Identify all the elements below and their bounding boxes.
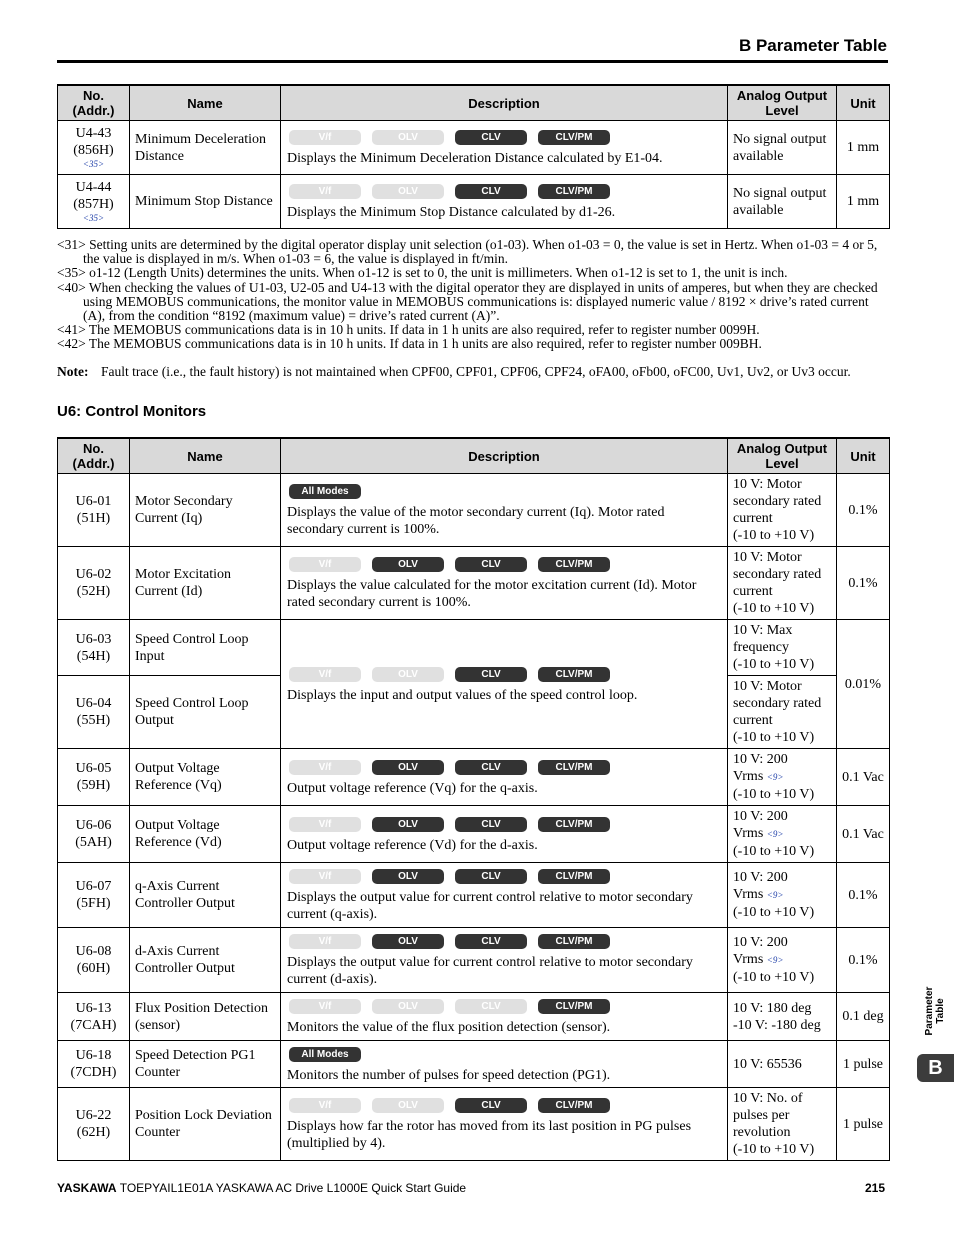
param-unit: 0.1 Vac [837, 806, 890, 863]
param-name: Output Voltage Reference (Vq) [130, 749, 281, 806]
col-header-unit: Unit [837, 438, 890, 474]
param-unit: 1 pulse [837, 1041, 890, 1088]
mode-badge-clv: CLV [455, 817, 527, 832]
param-level: 10 V: 200 Vrms <9> (-10 to +10 V) [728, 806, 837, 863]
table-row [58, 863, 890, 928]
table-row [58, 928, 890, 993]
footnote: <42> The MEMOBUS communications data is in 10 h units. If data in 1 h units are also required, refer to register number 009BH. [57, 336, 762, 352]
note-block [57, 363, 889, 380]
table-row [58, 620, 890, 676]
mode-badge-olv: OLV [372, 999, 444, 1014]
parameter-table-u6 [57, 437, 890, 1161]
mode-badge-clvpm: CLV/PM [538, 869, 610, 884]
page-number: 215 [864, 1181, 885, 1195]
param-description: V/f OLV CLV CLV/PM Output voltage reference (Vd) for the d-axis. [281, 806, 728, 863]
mode-badge-vf: V/f [289, 1098, 361, 1113]
param-no: U6-03 (54H) [58, 620, 130, 676]
param-unit: 0.1% [837, 474, 890, 547]
param-no: U6-08 (60H) [58, 928, 130, 993]
page-footer [57, 1181, 889, 1195]
ref-link[interactable]: <9> [766, 829, 784, 839]
col-header-no: No. (Addr.) [58, 85, 130, 121]
mode-badge-clvpm: CLV/PM [538, 760, 610, 775]
note-label: Note: [57, 364, 89, 379]
section-heading: U6: Control Monitors [57, 403, 207, 420]
mode-badge-clvpm: CLV/PM [538, 1098, 610, 1113]
mode-badge-vf: V/f [289, 760, 361, 775]
mode-badge-all: All Modes [289, 484, 361, 499]
mode-badge-olv: OLV [372, 869, 444, 884]
param-description: V/f OLV CLV CLV/PM Output voltage reference (Vq) for the q-axis. [281, 749, 728, 806]
mode-badge-vf: V/f [289, 999, 361, 1014]
param-name: Minimum Deceleration Distance [130, 121, 281, 175]
col-header-description: Description [281, 438, 728, 474]
param-unit: 0.1% [837, 863, 890, 928]
table-row [58, 1088, 890, 1161]
param-name: Speed Control Loop Input [130, 620, 281, 676]
mode-badge-clvpm: CLV/PM [538, 184, 610, 199]
param-description: All Modes Displays the value of the motor secondary current (Iq). Motor rated secondary current is 100%. [281, 474, 728, 547]
param-no: U6-18 (7CDH) [58, 1041, 130, 1088]
param-no: U6-07 (5FH) [58, 863, 130, 928]
param-name: Motor Secondary Current (Iq) [130, 474, 281, 547]
parameter-table-u4 [57, 84, 890, 229]
param-name: d-Axis Current Controller Output [130, 928, 281, 993]
col-header-description: Description [281, 85, 728, 121]
param-name: Motor Excitation Current (Id) [130, 547, 281, 620]
param-no: U4-43 (856H) <35> [58, 121, 130, 175]
param-unit: 0.01% [837, 620, 890, 749]
param-no: U6-13 (7CAH) [58, 993, 130, 1041]
mode-badge-clv: CLV [455, 869, 527, 884]
param-no: U6-02 (52H) [58, 547, 130, 620]
mode-badge-olv: OLV [372, 130, 444, 145]
mode-badge-vf: V/f [289, 817, 361, 832]
param-description: All Modes Monitors the number of pulses for speed detection (PG1). [281, 1041, 728, 1088]
table-row [58, 547, 890, 620]
param-no: U6-06 (5AH) [58, 806, 130, 863]
param-level: 10 V: 200 Vrms <9> (-10 to +10 V) [728, 928, 837, 993]
col-header-name: Name [130, 85, 281, 121]
param-unit: 0.1% [837, 547, 890, 620]
param-level: 10 V: 65536 [728, 1041, 837, 1088]
mode-badge-vf: V/f [289, 184, 361, 199]
col-header-unit: Unit [837, 85, 890, 121]
param-no: U4-44 (857H) <35> [58, 175, 130, 229]
mode-badge-vf: V/f [289, 934, 361, 949]
param-name: Speed Control Loop Output [130, 676, 281, 749]
page-header-title: B Parameter Table [738, 36, 887, 55]
footnote: <41> The MEMOBUS communications data is in 10 h units. If data in 1 h units are also required, refer to register number 0099H. [57, 322, 760, 338]
param-unit: 0.1 deg [837, 993, 890, 1041]
param-no: U6-05 (59H) [58, 749, 130, 806]
param-name: Speed Detection PG1 Counter [130, 1041, 281, 1088]
mode-badge-olv: OLV [372, 1098, 444, 1113]
mode-badge-clv: CLV [455, 760, 527, 775]
ref-link[interactable]: <9> [766, 890, 784, 900]
param-description: V/f OLV CLV CLV/PM Displays the output value for current control relative to motor secondary current (q-axis). [281, 863, 728, 928]
param-name: Position Lock Deviation Counter [130, 1088, 281, 1161]
table-row [58, 993, 890, 1041]
mode-badge-olv: OLV [372, 667, 444, 682]
param-level: 10 V: 200 Vrms <9> (-10 to +10 V) [728, 863, 837, 928]
footer-doc: TOEPYAIL1E01A YASKAWA AC Drive L1000E Quick Start Guide [119, 1181, 467, 1195]
ref-link[interactable]: <9> [766, 955, 784, 965]
param-level: No signal output available [728, 175, 837, 229]
mode-badge-clv: CLV [455, 999, 527, 1014]
mode-badge-olv: OLV [372, 557, 444, 572]
mode-badge-olv: OLV [372, 184, 444, 199]
param-name: Flux Position Detection (sensor) [130, 993, 281, 1041]
param-level: 10 V: Motor secondary rated current (-10 to +10 V) [728, 474, 837, 547]
param-no: U6-01 (51H) [58, 474, 130, 547]
param-unit: 0.1 Vac [837, 749, 890, 806]
mode-badge-clv: CLV [455, 667, 527, 682]
param-no: U6-04 (55H) [58, 676, 130, 749]
ref-link[interactable]: <35> [82, 159, 105, 169]
mode-badge-vf: V/f [289, 557, 361, 572]
ref-link[interactable]: <35> [82, 213, 105, 223]
param-level: 10 V: Motor secondary rated current (-10 to +10 V) [728, 547, 837, 620]
param-name: Minimum Stop Distance [130, 175, 281, 229]
param-unit: 0.1% [837, 928, 890, 993]
footnote: <35> o1-12 (Length Units) determines the units. When o1-12 is set to 0, the unit is millimeters. When o1-12 is set to 1, the unit is inch. [57, 265, 788, 281]
param-level: 10 V: No. of pulses per revolution (-10 to +10 V) [728, 1088, 837, 1161]
param-level: 10 V: 180 deg -10 V: -180 deg [728, 993, 837, 1041]
mode-badge-clv: CLV [455, 934, 527, 949]
mode-badge-olv: OLV [372, 817, 444, 832]
ref-link[interactable]: <9> [766, 772, 784, 782]
mode-badge-olv: OLV [372, 760, 444, 775]
table-row [58, 806, 890, 863]
param-description: V/f OLV CLV CLV/PM Displays the input and output values of the speed control loop. [281, 620, 728, 749]
mode-badge-clvpm: CLV/PM [538, 817, 610, 832]
param-level: 10 V: Motor secondary rated current (-10 to +10 V) [728, 676, 837, 749]
footnote: <40> When checking the values of U1-03, U2-05 and U4-13 with the digital operator they are displayed in units of amperes, but when they are checked using MEMOBUS communications, the monitor value in MEMOBUS communications is: displayed numeric value / 8192 × drive’s rated current (A), from the condition “8192 (maximum value) = drive’s rated current (A)”. [57, 279, 878, 324]
param-name: q-Axis Current Controller Output [130, 863, 281, 928]
param-level: No signal output available [728, 121, 837, 175]
mode-badge-clvpm: CLV/PM [538, 557, 610, 572]
param-unit: 1 mm [837, 121, 890, 175]
param-name: Output Voltage Reference (Vd) [130, 806, 281, 863]
param-unit: 1 pulse [837, 1088, 890, 1161]
mode-badge-all: All Modes [289, 1047, 361, 1062]
mode-badge-clvpm: CLV/PM [538, 667, 610, 682]
param-description: V/f OLV CLV CLV/PM Displays the value calculated for the motor excitation current (Id). Motor rated secondary current is 100%. [281, 547, 728, 620]
table-row [58, 175, 890, 229]
col-header-no: No. (Addr.) [58, 438, 130, 474]
mode-badge-clv: CLV [455, 130, 527, 145]
param-description: V/f OLV CLV CLV/PM Displays the Minimum Deceleration Distance calculated by E1-04. [281, 121, 728, 175]
col-header-name: Name [130, 438, 281, 474]
param-description: V/f OLV CLV CLV/PM Monitors the value of the flux position detection (sensor). [281, 993, 728, 1041]
table-row [58, 749, 890, 806]
table-row [58, 1041, 890, 1088]
param-no: U6-22 (62H) [58, 1088, 130, 1161]
param-unit: 1 mm [837, 175, 890, 229]
param-level: 10 V: Max frequency (-10 to +10 V) [728, 620, 837, 676]
mode-badge-clvpm: CLV/PM [538, 934, 610, 949]
param-description: V/f OLV CLV CLV/PM Displays the Minimum Stop Distance calculated by d1-26. [281, 175, 728, 229]
mode-badge-clv: CLV [455, 1098, 527, 1113]
param-level: 10 V: 200 Vrms <9> (-10 to +10 V) [728, 749, 837, 806]
note-text: Fault trace (i.e., the fault history) is not maintained when CPF00, CPF01, CPF06, CPF24, oFA00, oFb00, oFC00, Uv1, Uv2, or Uv3 occur. [101, 364, 851, 379]
param-description: V/f OLV CLV CLV/PM Displays how far the rotor has moved from its last position in PG pulses (multiplied by 4). [281, 1088, 728, 1161]
param-description: V/f OLV CLV CLV/PM Displays the output value for current control relative to motor secondary current (d-axis). [281, 928, 728, 993]
footnotes [57, 238, 889, 352]
table-row [58, 474, 890, 547]
mode-badge-olv: OLV [372, 934, 444, 949]
side-tab-letter[interactable]: B [917, 1054, 954, 1082]
header-rule [57, 60, 888, 63]
table-row [58, 121, 890, 175]
side-tab-label: Parameter Table [924, 986, 946, 1036]
mode-badge-vf: V/f [289, 869, 361, 884]
footnote: <31> Setting units are determined by the digital operator display unit selection (o1-03). When o1-03 = 0, the value is set in Hertz. When o1-03 = 4 or 5, the value is displayed in m/s. When o1-03 = 6, the value is displayed in ft/min. [57, 237, 878, 267]
mode-badge-clvpm: CLV/PM [538, 999, 610, 1014]
mode-badge-vf: V/f [289, 667, 361, 682]
col-header-analog-level: Analog Output Level [728, 438, 837, 474]
col-header-analog-level: Analog Output Level [728, 85, 837, 121]
mode-badge-vf: V/f [289, 130, 361, 145]
footer-brand: YASKAWA [57, 1181, 117, 1195]
mode-badge-clv: CLV [455, 557, 527, 572]
mode-badge-clvpm: CLV/PM [538, 130, 610, 145]
mode-badge-clv: CLV [455, 184, 527, 199]
